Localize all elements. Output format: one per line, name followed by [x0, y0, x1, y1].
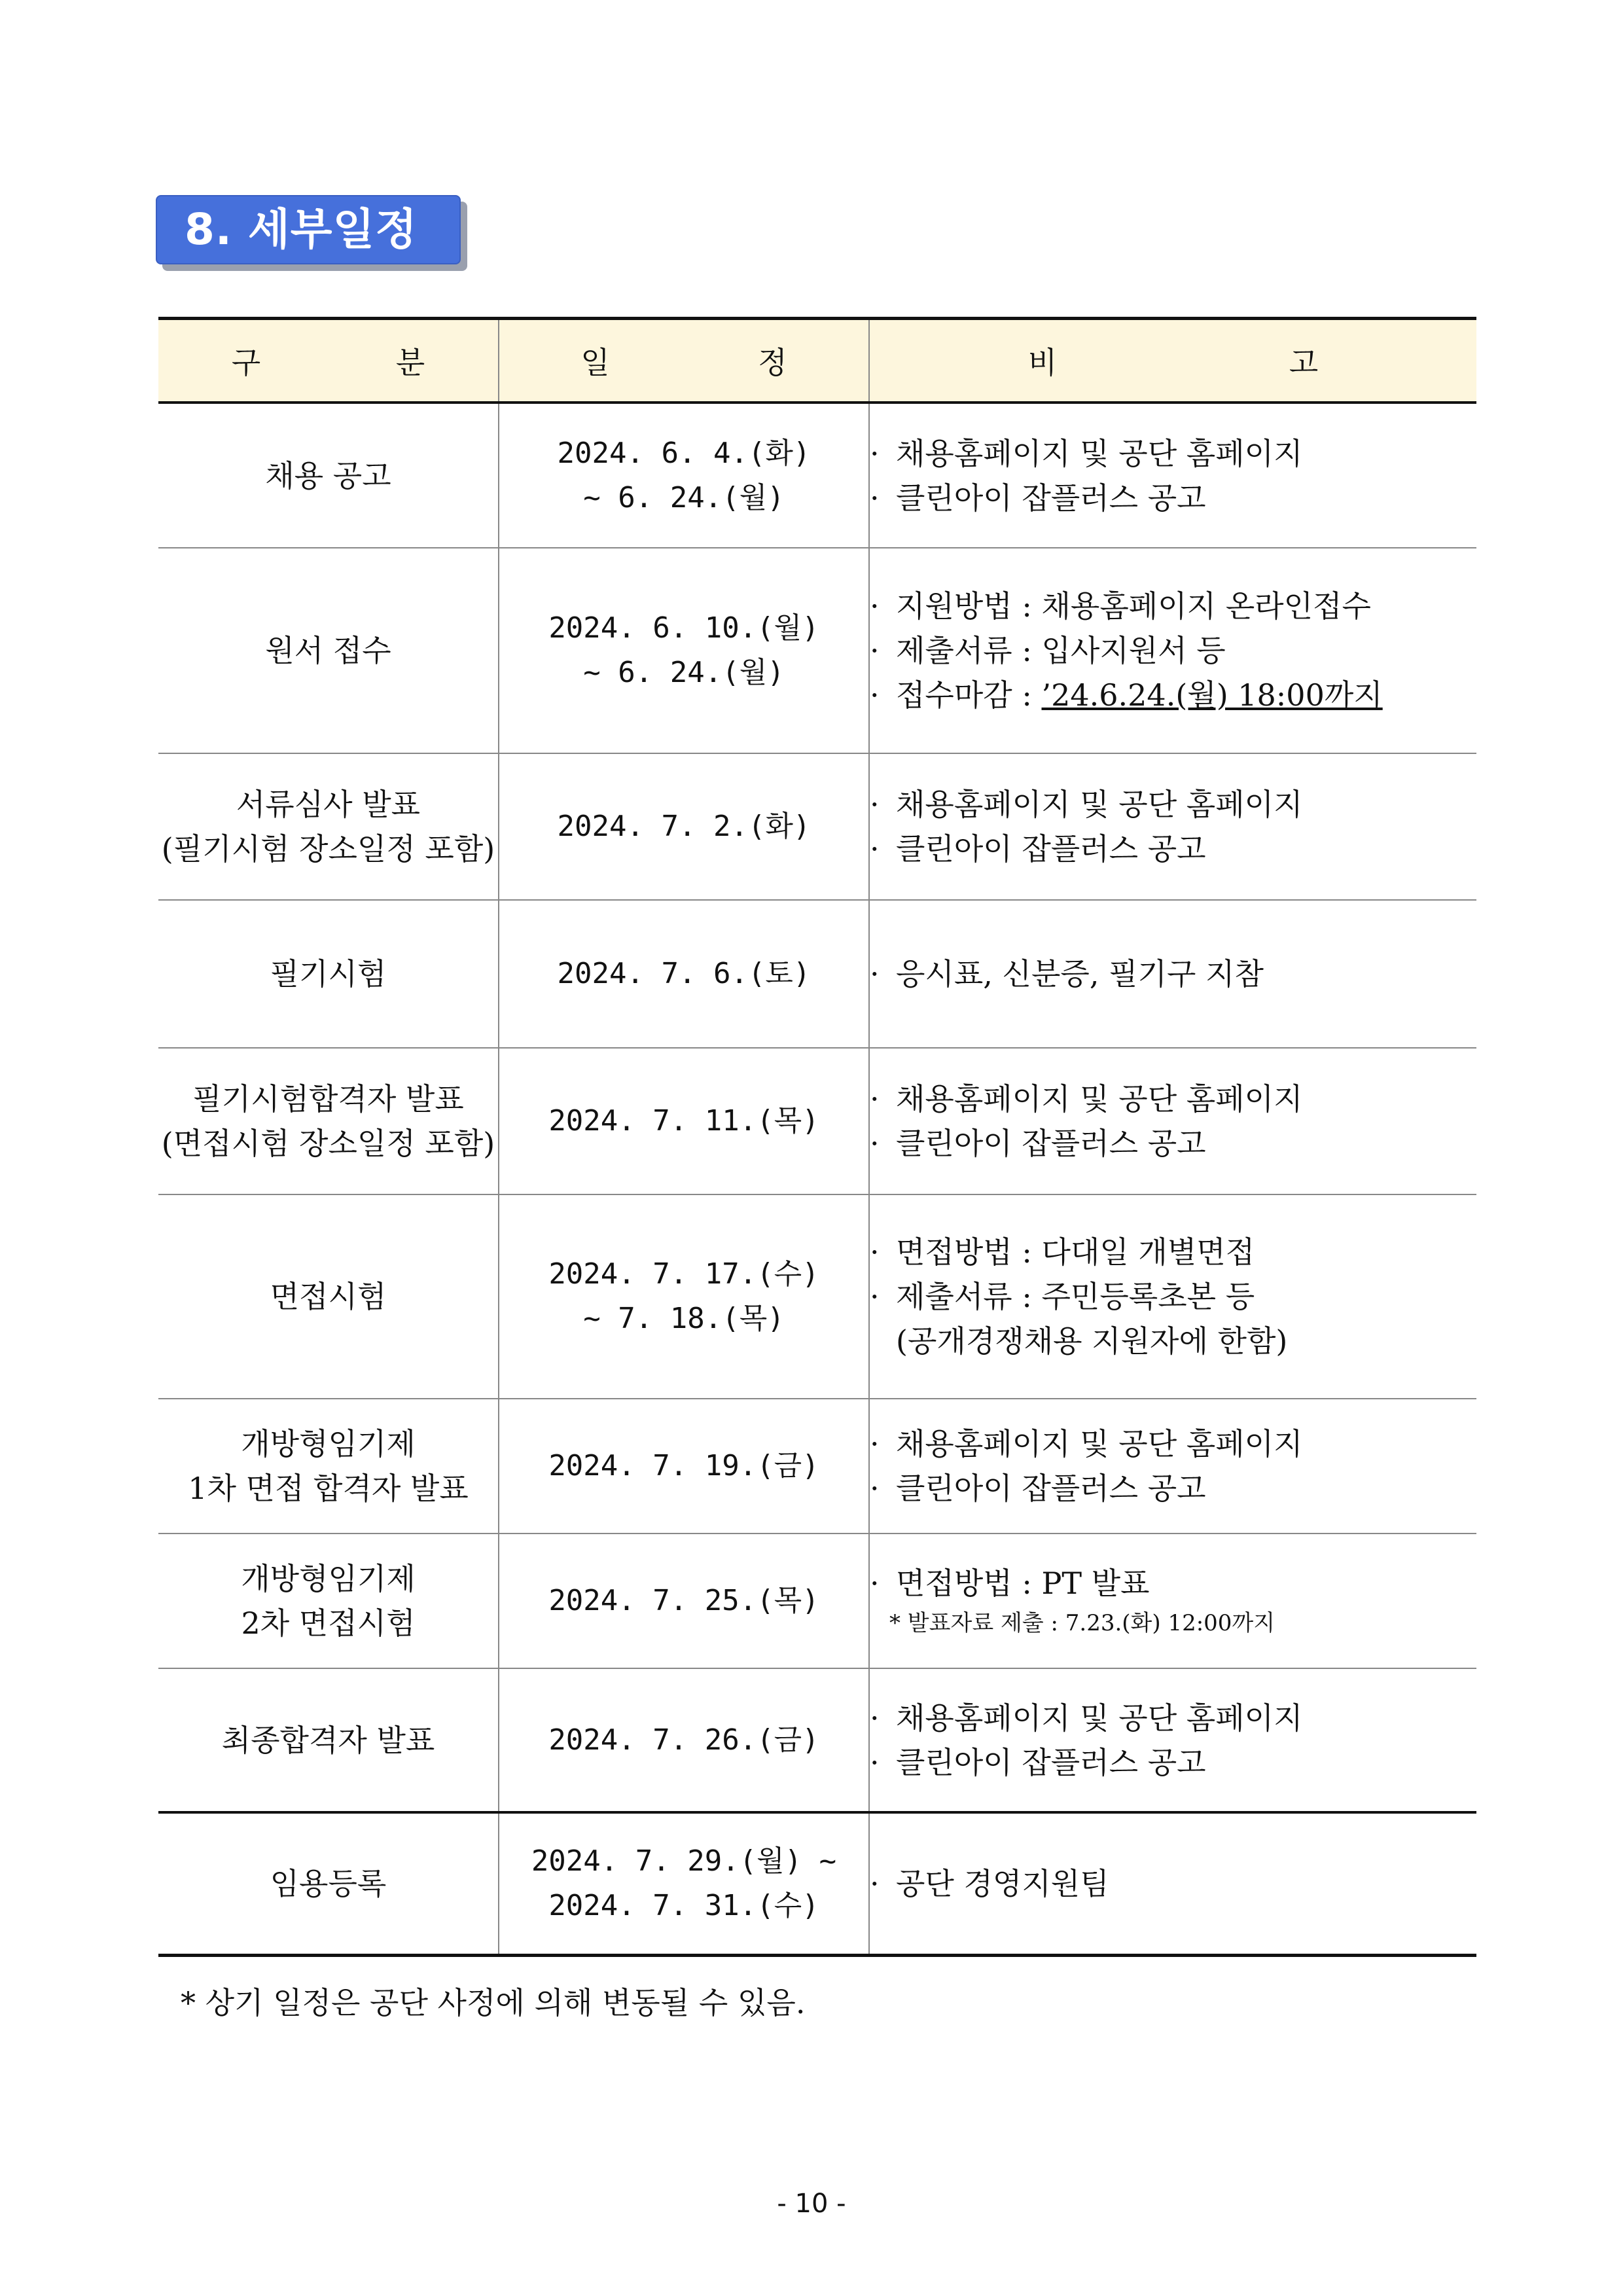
table-row	[158, 1534, 1476, 1668]
bullet-icon: ·	[870, 588, 880, 624]
schedule-cell: 2024. 7. 25.(목)	[499, 1534, 869, 1668]
header-notes: 비 고	[869, 319, 1476, 403]
header-schedule: 일 정	[499, 319, 869, 403]
page-number: - 10 -	[777, 2189, 846, 2219]
deadline-value: ’24.6.24.(월) 18:00까지	[1041, 677, 1383, 713]
notes-cell: · 채용홈페이지 및 공단 홈페이지 · 클린아이 잡플러스 공고	[869, 1048, 1476, 1194]
bullet-icon: ·	[870, 1865, 880, 1901]
table-row	[158, 1812, 1476, 1955]
bullet-icon: ·	[870, 435, 880, 471]
bullet-icon: ·	[870, 1426, 880, 1462]
category-cell: 필기시험합격자 발표 (면접시험 장소일정 포함)	[158, 1048, 499, 1194]
table-row	[158, 1668, 1476, 1812]
schedule-cell: 2024. 7. 2.(화)	[499, 753, 869, 900]
table-row	[158, 753, 1476, 900]
category-cell: 원서 접수	[158, 548, 499, 753]
schedule-cell: 2024. 6. 4.(화) ~ 6. 24.(월)	[499, 403, 869, 548]
category-cell: 서류심사 발표 (필기시험 장소일정 포함)	[158, 753, 499, 900]
notes-cell: · 공단 경영지원팀	[869, 1812, 1476, 1955]
notes-cell: · 채용홈페이지 및 공단 홈페이지 · 클린아이 잡플러스 공고	[869, 403, 1476, 548]
table-row	[158, 1048, 1476, 1194]
table-row	[158, 1194, 1476, 1399]
bullet-icon: ·	[870, 787, 880, 822]
bullet-icon: ·	[870, 677, 880, 713]
schedule-table	[158, 317, 1476, 1957]
bullet-icon: ·	[870, 956, 880, 992]
schedule-change-footnote: * 상기 일정은 공단 사정에 의해 변동될 수 있음.	[181, 1985, 806, 2020]
table-header-row	[158, 319, 1476, 403]
schedule-cell: 2024. 7. 26.(금)	[499, 1668, 869, 1812]
section-title: 8. 세부일정	[156, 195, 461, 264]
table-row	[158, 403, 1476, 548]
schedule-cell: 2024. 6. 10.(월) ~ 6. 24.(월)	[499, 548, 869, 753]
notes-cell: · 응시표, 신분증, 필기구 지참	[869, 900, 1476, 1048]
bullet-icon: ·	[870, 1279, 880, 1314]
bullet-icon: ·	[870, 1126, 880, 1161]
category-cell: 개방형임기제 2차 면접시험	[158, 1534, 499, 1668]
presentation-deadline-note: * 발표자료 제출 : 7.23.(화) 12:00까지	[889, 1610, 1275, 1636]
schedule-cell: 2024. 7. 29.(월) ~ 2024. 7. 31.(수)	[499, 1812, 869, 1955]
schedule-cell: 2024. 7. 17.(수) ~ 7. 18.(목)	[499, 1194, 869, 1399]
section-title-badge	[156, 195, 467, 271]
category-cell: 면접시험	[158, 1194, 499, 1399]
notes-cell: · 채용홈페이지 및 공단 홈페이지 · 클린아이 잡플러스 공고	[869, 1399, 1476, 1534]
table-row	[158, 900, 1476, 1048]
table-row	[158, 548, 1476, 753]
schedule-cell: 2024. 7. 19.(금)	[499, 1399, 869, 1534]
bullet-icon: ·	[870, 480, 880, 516]
bullet-icon: ·	[870, 1234, 880, 1270]
category-cell: 개방형임기제 1차 면접 합격자 발표	[158, 1399, 499, 1534]
header-category: 구 분	[158, 319, 499, 403]
bullet-icon: ·	[870, 1471, 880, 1506]
notes-cell: · 지원방법 : 채용홈페이지 온라인접수 · 제출서류 : 입사지원서 등 · 접수마감 : ’24.6.24.(월) 18:00까지	[869, 548, 1476, 753]
notes-cell: · 면접방법 : 다대일 개별면접 · 제출서류 : 주민등록초본 등 (공개경쟁채용 지원자에 한함)	[869, 1194, 1476, 1399]
category-cell: 필기시험	[158, 900, 499, 1048]
bullet-icon: ·	[870, 1700, 880, 1736]
schedule-cell: 2024. 7. 6.(토)	[499, 900, 869, 1048]
bullet-icon: ·	[870, 1744, 880, 1780]
bullet-icon: ·	[870, 1566, 880, 1601]
notes-cell: · 면접방법 : PT 발표 * 발표자료 제출 : 7.23.(화) 12:00까지	[869, 1534, 1476, 1668]
table-row	[158, 1399, 1476, 1534]
category-cell: 임용등록	[158, 1812, 499, 1955]
bullet-icon: ·	[870, 1081, 880, 1117]
bullet-icon: ·	[870, 633, 880, 668]
bullet-icon: ·	[870, 831, 880, 867]
notes-cell: · 채용홈페이지 및 공단 홈페이지 · 클린아이 잡플러스 공고	[869, 753, 1476, 900]
category-cell: 최종합격자 발표	[158, 1668, 499, 1812]
notes-cell: · 채용홈페이지 및 공단 홈페이지 · 클린아이 잡플러스 공고	[869, 1668, 1476, 1812]
category-cell: 채용 공고	[158, 403, 499, 548]
schedule-cell: 2024. 7. 11.(목)	[499, 1048, 869, 1194]
